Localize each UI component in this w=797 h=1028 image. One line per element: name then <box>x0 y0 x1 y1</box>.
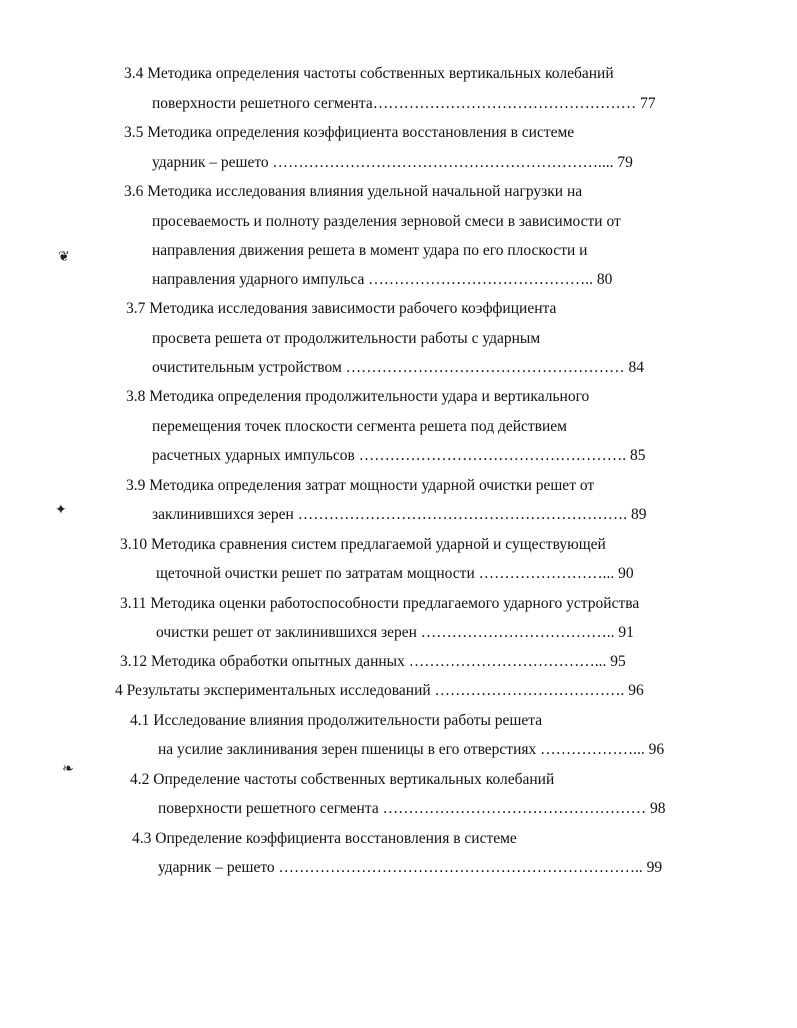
toc-line: 3.9 Методика определения затрат мощности ударной очистки решет от <box>126 477 595 494</box>
toc-line: расчетных ударных импульсов ……………………………………………. 85 <box>152 447 646 464</box>
toc-line: заклинившихся зерен ………………………………………………………. 89 <box>152 506 647 523</box>
toc-line: ударник – решето …………………………………………………………….. 99 <box>158 859 663 876</box>
toc-line: ударник – решето ……………………………………………………….... 79 <box>152 154 633 171</box>
toc-line: 3.8 Методика определения продолжительности удара и вертикального <box>126 388 590 405</box>
toc-line: перемещения точек плоскости сегмента решета под действием <box>152 418 567 435</box>
toc-line: поверхности решетного сегмента…………………………………………… 77 <box>152 95 656 112</box>
toc-line: очистительным устройством ……………………………………………… 84 <box>152 359 645 376</box>
toc-line: 3.11 Методика оценки работоспособности предлагаемого ударного устройства <box>120 595 640 612</box>
toc-line: 3.10 Методика сравнения систем предлагаемой ударной и существующей <box>120 536 606 553</box>
toc-line: поверхности решетного сегмента …………………………………………… 98 <box>158 800 666 817</box>
toc-line: очистки решет от заклинившихся зерен ……………………………….. 91 <box>156 624 634 641</box>
toc-line: 3.4 Методика определения частоты собственных вертикальных колебаний <box>124 65 614 82</box>
toc-line: 3.5 Методика определения коэффициента восстановления в системе <box>124 124 575 141</box>
toc-line: 3.6 Методика исследования влияния удельной начальной нагрузки на <box>124 183 583 200</box>
toc-line: 3.12 Методика обработки опытных данных ………………………………... 95 <box>120 653 626 670</box>
margin-mark-icon: ✦ <box>55 502 67 518</box>
toc-line: 4.1 Исследование влияния продолжительности работы решета <box>130 712 543 729</box>
toc-line: 4 Результаты экспериментальных исследований ………………………………. 96 <box>115 682 644 699</box>
toc-line: направления движения решета в момент удара по его плоскости и <box>152 242 588 259</box>
margin-mark-icon: ❧ <box>62 761 74 777</box>
toc-line: направления ударного импульса …………………………………….. 80 <box>152 271 613 288</box>
toc-line: 3.7 Методика исследования зависимости рабочего коэффициента <box>126 300 557 317</box>
toc-line: просеваемость и полноту разделения зерновой смеси в зависимости от <box>152 213 621 230</box>
toc-line: 4.2 Определение частоты собственных вертикальных колебаний <box>130 771 555 788</box>
toc-line: щеточной очистки решет по затратам мощности ……………………... 90 <box>156 565 634 582</box>
toc-line: просвета решета от продолжительности работы с ударным <box>152 330 541 347</box>
toc-line: на усилие заклинивания зерен пшеницы в его отверстиях ………………... 96 <box>158 741 665 758</box>
margin-mark-icon: ❦ <box>58 249 70 265</box>
toc-line: 4.3 Определение коэффициента восстановления в системе <box>132 830 517 847</box>
